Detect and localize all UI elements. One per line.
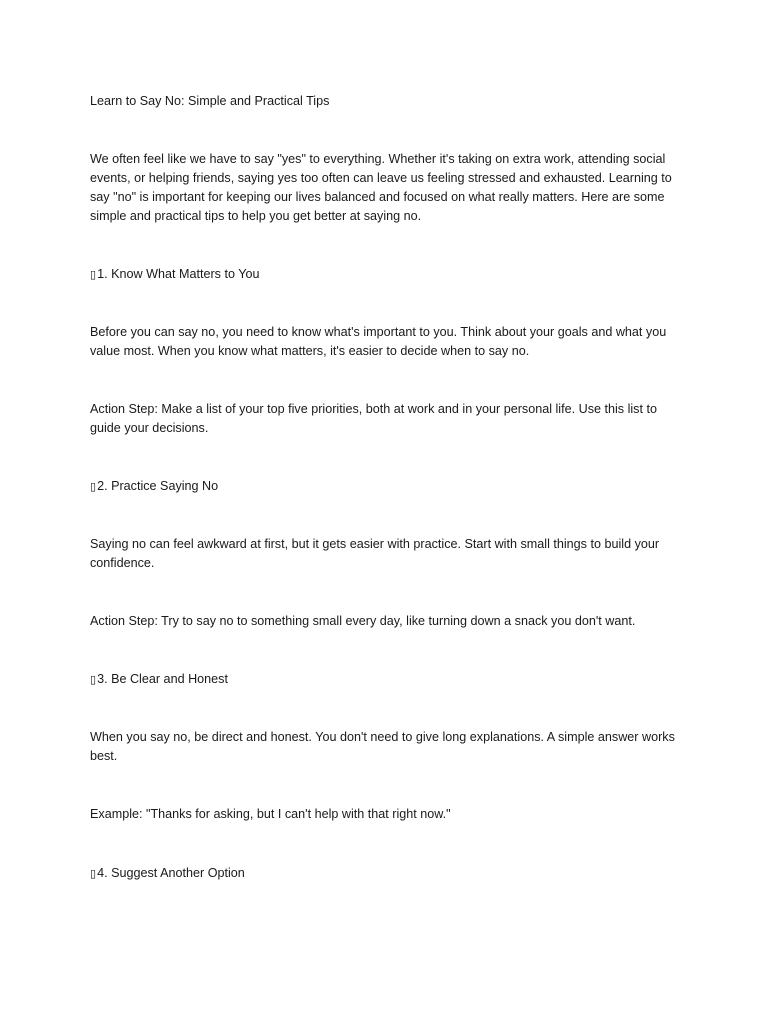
- missing-glyph-icon: ▯: [90, 673, 97, 686]
- section-heading-2: [90, 477, 690, 496]
- section-heading-text: 4. Suggest Another Option: [97, 866, 245, 880]
- section-body-2: Saying no can feel awkward at first, but it gets easier with practice. Start with small things to build your confidence.: [90, 537, 660, 570]
- intro-paragraph: We often feel like we have to say "yes" to everything. Whether it's taking on extra work, attending social events, or helping friends, saying yes too often can leave us feeling stressed and exhausted. Learning to say "no" is important for keeping our lives balanced and focused on what really matters. Here are some simple and practical tips to help you get better at saying no.: [90, 152, 672, 223]
- section-heading-1: [90, 265, 690, 284]
- section-heading-text: 2. Practice Saying No: [97, 479, 219, 493]
- example-quote-3: Example: "Thanks for asking, but I can't help with that right now.": [90, 807, 451, 821]
- action-step-1: Action Step: Make a list of your top five priorities, both at work and in your personal life. Use this list to guide your decisions.: [90, 402, 657, 435]
- section-body-1: Before you can say no, you need to know what's important to you. Think about your goals and what you value most. When you know what matters, it's easier to decide when to say no.: [90, 325, 667, 358]
- document-title: Learn to Say No: Simple and Practical Tips: [90, 94, 330, 108]
- missing-glyph-icon: ▯: [90, 268, 97, 281]
- section-heading-text: 1. Know What Matters to You: [97, 267, 260, 281]
- missing-glyph-icon: ▯: [90, 480, 97, 493]
- section-heading-text: 3. Be Clear and Honest: [97, 672, 228, 686]
- missing-glyph-icon: ▯: [90, 867, 97, 880]
- section-heading-3: [90, 670, 690, 689]
- section-body-3: When you say no, be direct and honest. You don't need to give long explanations. A simple answer works best.: [90, 730, 675, 763]
- section-heading-4: [90, 864, 690, 883]
- action-step-2: Action Step: Try to say no to something small every day, like turning down a snack you don't want.: [90, 614, 636, 628]
